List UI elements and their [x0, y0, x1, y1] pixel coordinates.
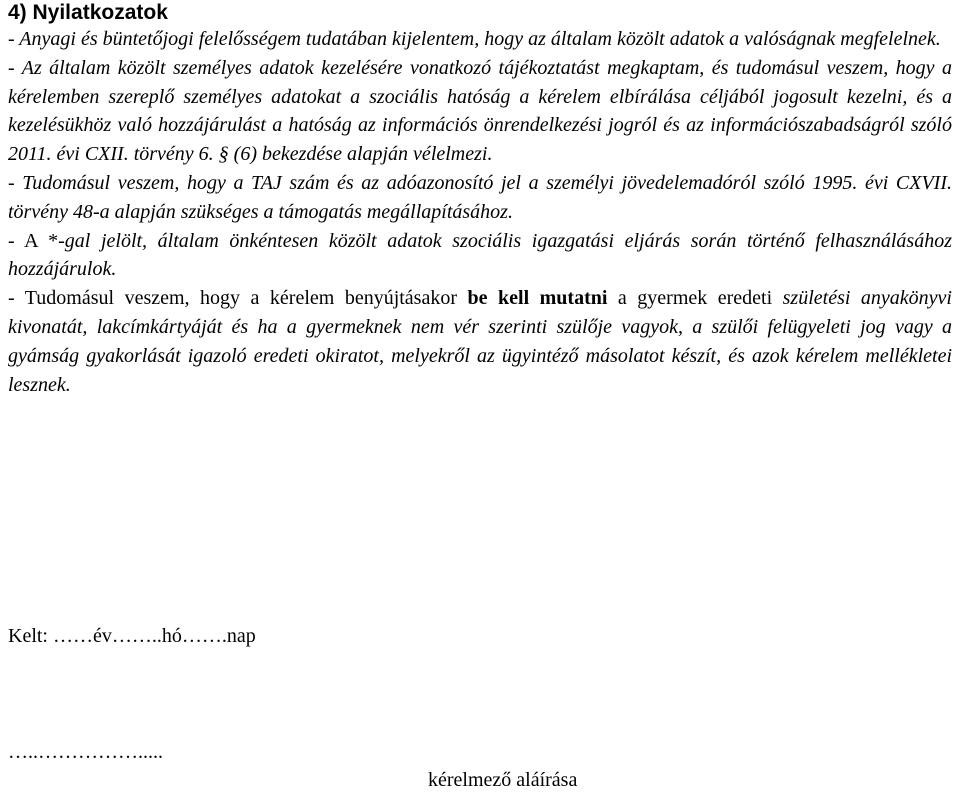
declaration-liability: - Anyagi és büntetőjogi felelősségem tudatában kijelentem, hogy az általam közölt adatok a valóságnak megfelelnek.: [8, 28, 941, 50]
declaration-voluntary-data-text: -gal jelölt, általam önkéntesen közölt adatok szociális igazgatási eljárás során történő felhasználásához hozzájárulok.: [8, 229, 952, 281]
declaration-taj-tax-id: - Tudomásul veszem, hogy a TAJ szám és az adóazonosító jel a személyi jövedelemadóról szóló 1995. évi CXVII. törvény 48-a alapján szükséges a támogatás megállapításához.: [8, 171, 952, 223]
declarations-section: [8, 0, 952, 399]
declaration-documents-part3: születési anyakönyvi kivonatát, lakcímkártyáját és ha a gyermeknek nem vér szerinti szülője vagyok, a szülői felügyeleti jog vagy a gyámság gyakorlását igazoló eredeti okiratot, melyekről az ügyintéző másolatot készít, és azok kérelem mellékletei lesznek.: [8, 287, 952, 396]
declaration-documents-part2: a gyermek eredeti: [607, 287, 773, 310]
section-heading: 4) Nyilatkozatok: [8, 1, 168, 24]
declaration-data-processing: - Az általam közölt személyes adatok kezelésére vonatkozó tájékoztatást megkaptam, és tudomásul veszem, hogy a kérelemben szereplő személyes adatokat a szociális hatóság a kérelem elbírálása céljából jogosult kezelni, és a kezelésükhöz való hozzájárulást a hatóság az információs önrendelkezési jogról és az információszabadságról szóló 2011. évi CXII. törvény 6. § (6) bekezdése alapján vélelmezi.: [8, 56, 952, 166]
declaration-voluntary-data-lead: - A *: [8, 229, 59, 252]
date-line: Kelt: ……év……..hó…….nap: [8, 625, 256, 647]
signature-label: kérelmező aláírása: [428, 769, 578, 791]
declaration-documents: [8, 284, 952, 399]
declaration-documents-bold: be kell mutatni: [467, 287, 608, 310]
signature-line: …..…………….....: [8, 741, 163, 763]
declaration-voluntary-data: [8, 227, 952, 285]
declaration-documents-part1: - Tudomásul veszem, hogy a kérelem benyújtásakor: [8, 287, 468, 310]
